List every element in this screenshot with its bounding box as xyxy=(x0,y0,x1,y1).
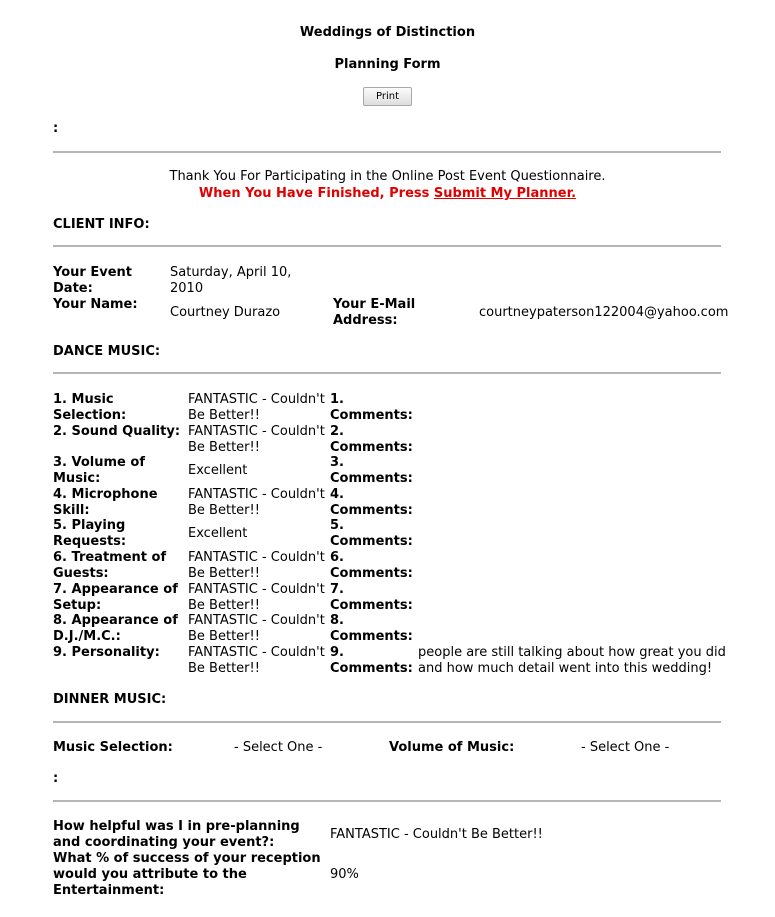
dance-music-heading: DANCE MUSIC: xyxy=(53,344,161,359)
divider xyxy=(53,721,721,723)
rating-value: FANTASTIC - Couldn't Be Better!! xyxy=(188,645,325,676)
rating-label: 7. Appearance of Setup: xyxy=(53,582,178,613)
rating-label: 2. Sound Quality: xyxy=(53,424,181,439)
comment-label: 7. Comments: xyxy=(330,582,413,613)
comment-label: 3. Comments: xyxy=(330,455,413,486)
divider xyxy=(53,800,721,802)
comment-label: 9. Comments: xyxy=(330,645,413,676)
rating-value: Excellent xyxy=(188,463,248,478)
rating-label: 5. Playing Requests: xyxy=(53,518,127,549)
comment-label: 8. Comments: xyxy=(330,613,413,644)
dinner-volume-label: Volume of Music: xyxy=(389,740,515,755)
intro-instruction-prefix: When You Have Finished, Press xyxy=(198,186,434,201)
rating-value: FANTASTIC - Couldn't Be Better!! xyxy=(188,613,325,644)
comment-label: 5. Comments: xyxy=(330,518,413,549)
rating-value: FANTASTIC - Couldn't Be Better!! xyxy=(188,550,325,581)
submit-planner-link[interactable]: Submit My Planner. xyxy=(433,186,577,201)
section-colon-label: : xyxy=(53,121,59,136)
rating-value: FANTASTIC - Couldn't Be Better!! xyxy=(188,392,325,423)
email-label: Your E-Mail Address: xyxy=(333,297,416,328)
email-value: courtneypaterson122004@yahoo.com xyxy=(479,305,729,320)
helpfulness-label: How helpful was I in pre-planning and coordinating your event?: xyxy=(53,819,300,850)
section-colon-label: : xyxy=(53,771,59,786)
comment-label: 2. Comments: xyxy=(330,424,413,455)
rating-label: 1. Music Selection: xyxy=(53,392,127,423)
name-value: Courtney Durazo xyxy=(170,305,281,320)
rating-value: Excellent xyxy=(188,526,248,541)
rating-label: 3. Volume of Music: xyxy=(53,455,145,486)
event-date-label: Your Event Date: xyxy=(53,265,132,296)
rating-value: FANTASTIC - Couldn't Be Better!! xyxy=(188,487,325,518)
dinner-music-selection-value: - Select One - xyxy=(234,740,323,755)
rating-label: 8. Appearance of D.J./M.C.: xyxy=(53,613,178,644)
intro-instruction xyxy=(0,186,775,201)
rating-value: FANTASTIC - Couldn't Be Better!! xyxy=(188,424,325,455)
name-label: Your Name: xyxy=(53,297,138,312)
rating-value: FANTASTIC - Couldn't Be Better!! xyxy=(188,582,325,613)
intro-text: Thank You For Participating in the Online Post Event Questionnaire. xyxy=(169,169,606,184)
comment-label: 6. Comments: xyxy=(330,550,413,581)
comment-text: people are still talking about how great you did and how much detail went into this wedding! xyxy=(418,645,726,676)
dinner-music-heading: DINNER MUSIC: xyxy=(53,692,167,707)
client-info-heading: CLIENT INFO: xyxy=(53,217,150,232)
dinner-music-selection-label: Music Selection: xyxy=(53,740,173,755)
dance-music-list xyxy=(0,392,775,682)
rating-label: 9. Personality: xyxy=(53,645,160,660)
print-button[interactable]: Print xyxy=(363,87,412,106)
comment-label: 1. Comments: xyxy=(330,392,413,423)
rating-label: 4. Microphone Skill: xyxy=(53,487,158,518)
comment-label: 4. Comments: xyxy=(330,487,413,518)
divider xyxy=(53,245,721,247)
rating-label: 6. Treatment of Guests: xyxy=(53,550,167,581)
success-attribution-value: 90% xyxy=(330,867,359,882)
event-date-value: Saturday, April 10, 2010 xyxy=(170,265,292,296)
helpfulness-value: FANTASTIC - Couldn't Be Better!! xyxy=(330,827,543,842)
page-title: Weddings of Distinction xyxy=(299,25,476,40)
divider xyxy=(53,151,721,153)
dinner-volume-value: - Select One - xyxy=(581,740,670,755)
success-attribution-label: What % of success of your reception would you attribute to the Entertainment: xyxy=(53,851,321,898)
divider xyxy=(53,372,721,374)
page-subtitle: Planning Form xyxy=(334,57,441,72)
